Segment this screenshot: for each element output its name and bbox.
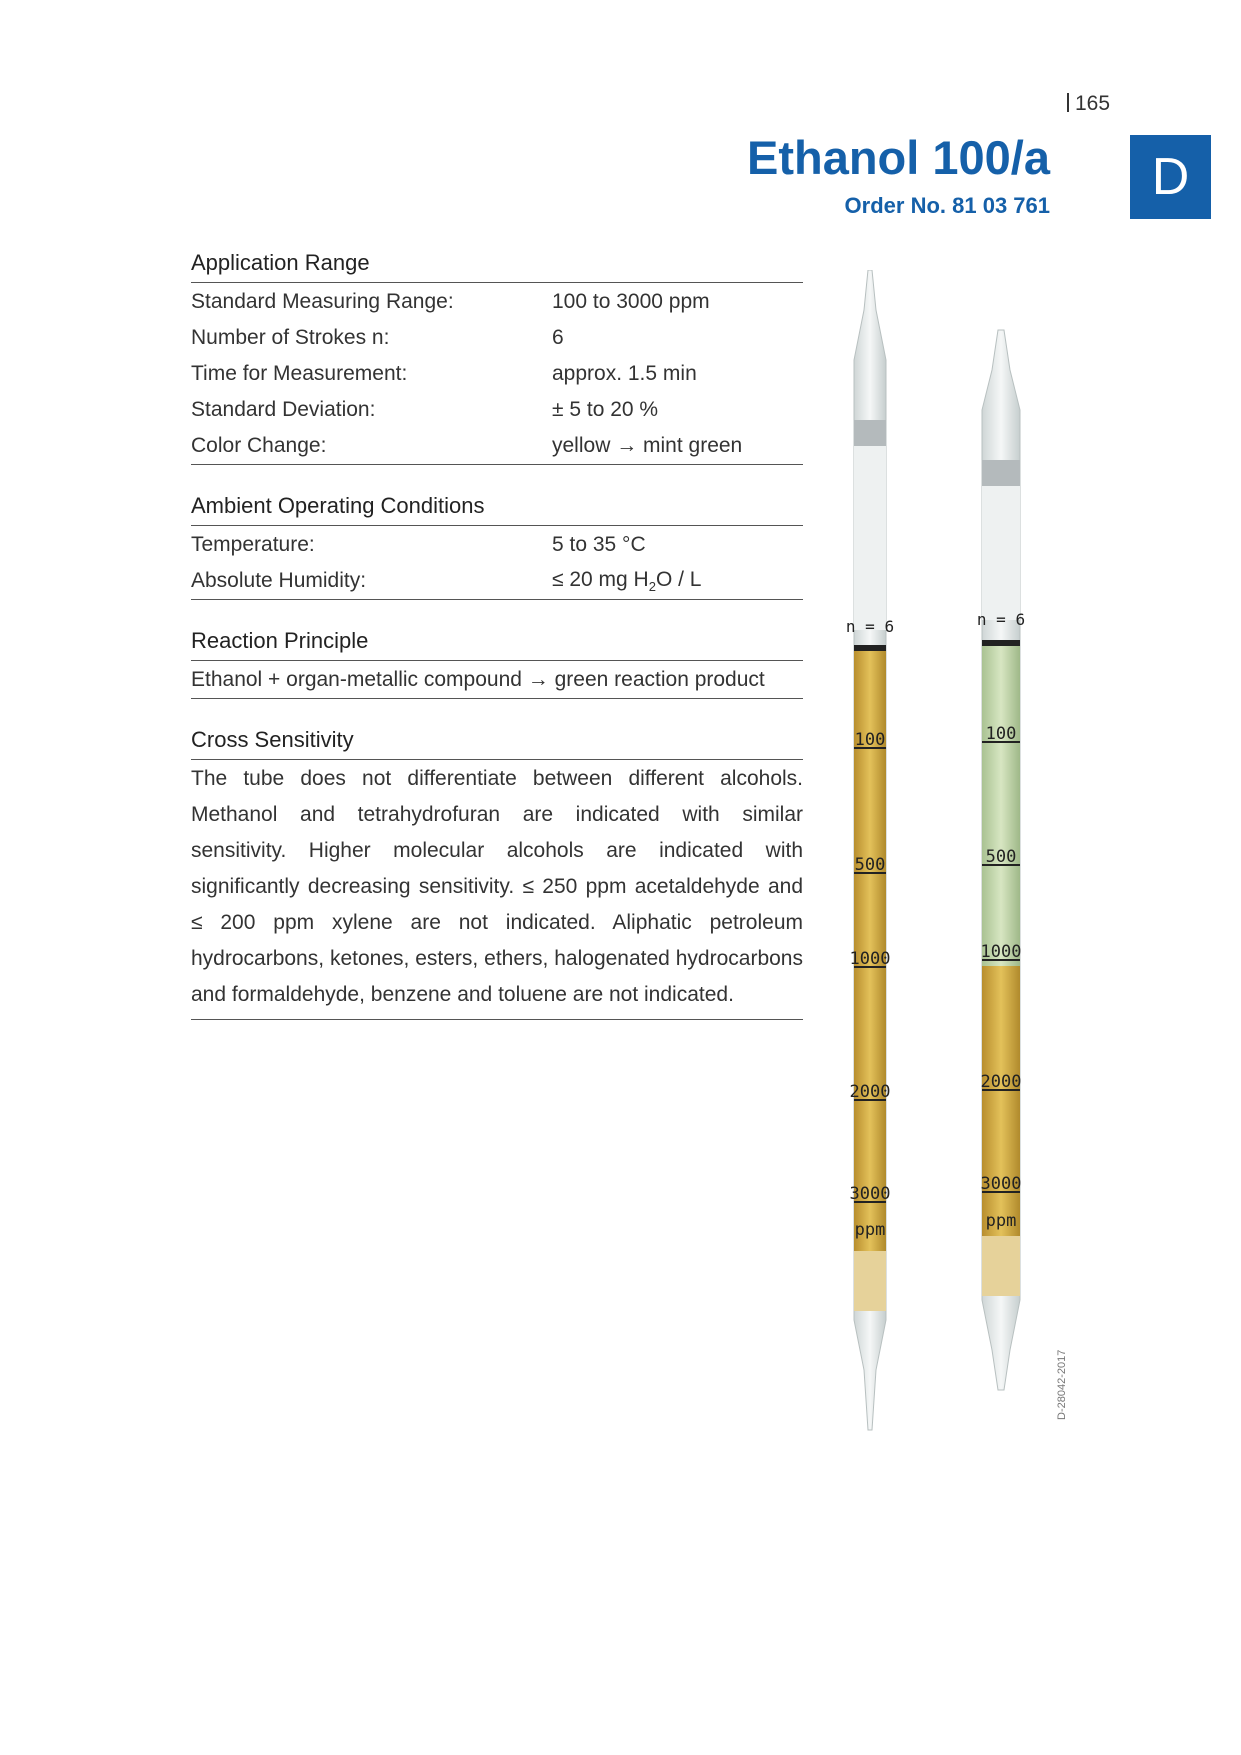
image-credit: D-28042-2017 [1056, 1349, 1068, 1420]
spec-row: Number of Strokes n: 6 [191, 326, 564, 349]
spec-row: Standard Measuring Range: 100 to 3000 ppm [191, 290, 710, 313]
strokes-mark: n = 6 [976, 610, 1026, 629]
tube-used [977, 330, 1025, 1390]
scale-mark: 1000 [980, 942, 1022, 962]
spec-row: Absolute Humidity: ≤ 20 mg $H_2O$ / L [191, 567, 702, 595]
application-range-section [191, 250, 803, 465]
spec-row: Temperature: 5 to 35 °C [191, 533, 646, 556]
spec-row: Standard Deviation: ± 5 to 20 % [191, 398, 659, 421]
section-tab: D [1130, 135, 1211, 219]
scale-mark: 500 [985, 847, 1017, 867]
cross-sensitivity-section [191, 727, 803, 1020]
scale-mark: 2000 [849, 1082, 891, 1102]
strokes-mark: n = 6 [845, 617, 895, 636]
scale-mark: 100 [985, 724, 1017, 744]
reaction-principle-section [191, 628, 803, 699]
scale-mark: 500 [854, 855, 886, 875]
scale-unit: ppm [854, 1220, 886, 1240]
scale-mark: 2000 [980, 1072, 1022, 1092]
reaction-principle-heading: Reaction Principle [191, 628, 803, 661]
page-title: Ethanol 100/a [747, 131, 1050, 184]
scale-mark: 1000 [849, 949, 891, 969]
detector-tubes-photo [830, 270, 1080, 1530]
scale-mark: 3000 [849, 1184, 891, 1204]
ambient-conditions-heading: Ambient Operating Conditions [191, 493, 803, 526]
scale-unit: ppm [985, 1211, 1017, 1231]
order-number: Order No. 81 03 761 [844, 193, 1050, 218]
ambient-conditions-section [191, 493, 803, 600]
main-content [191, 250, 803, 1048]
cross-sensitivity-text: The tube does not differentiate between different alcohols. Methanol and tetrahydrofuran are indicated with similar sensitivity. Higher molecular alcohols are indicated with significantly decreasing sensitivity. ≤ 250 ppm acetaldehyde and ≤ 200 ppm xylene are not indicated. Aliphatic petroleum hydrocarbons, ketones, esters, ethers, halogenated hydrocarbons and formaldehyde, benzene and toluene are not indicated. [191, 760, 803, 1020]
scale-mark: 3000 [980, 1174, 1022, 1194]
spec-row: Color Change: yellow → mint green [191, 434, 743, 457]
scale-mark: 100 [854, 730, 886, 750]
application-range-heading: Application Range [191, 250, 803, 283]
cross-sensitivity-heading: Cross Sensitivity [191, 727, 803, 760]
spec-row: Time for Measurement: approx. 1.5 min [191, 362, 697, 385]
page-number: 165 [1067, 92, 1110, 116]
tube-unused [846, 270, 894, 1430]
reaction-text: Ethanol + organ-metallic compound → green reaction product [191, 668, 765, 691]
